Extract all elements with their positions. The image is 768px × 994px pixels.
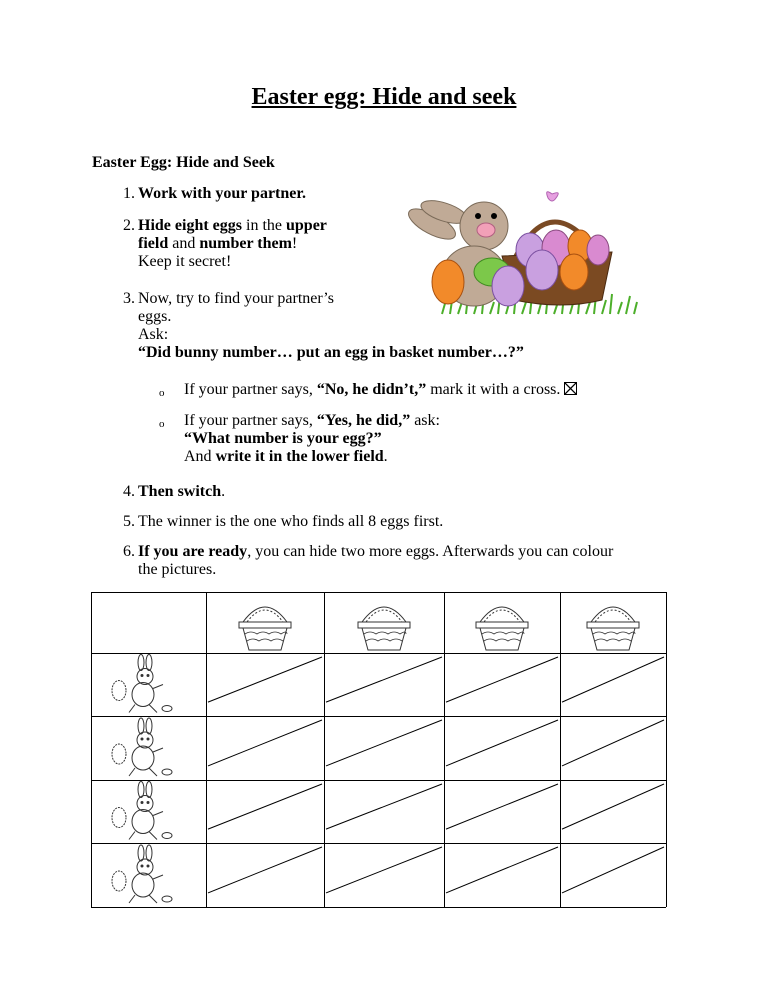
sub-item-text: [184, 381, 577, 399]
item-number: 3.: [123, 290, 135, 307]
cell-diagonal: [208, 784, 322, 829]
cell-diagonal: [446, 657, 558, 702]
text-line: [138, 513, 443, 531]
item-text: [138, 185, 306, 203]
text-run: “No, he didn’t,”: [316, 381, 427, 398]
text-line: [138, 483, 225, 501]
text-run: “Did bunny number… put an egg in basket number…?”: [138, 344, 524, 361]
bunny-icon: [112, 845, 172, 903]
bullet-icon: o: [159, 418, 165, 430]
text-run: the pictures.: [138, 561, 217, 578]
text-run: mark it with a cross.: [426, 381, 561, 398]
cell-diagonal: [208, 657, 322, 702]
text-run: Then switch: [138, 483, 222, 500]
item-text: [138, 543, 613, 579]
text-run: If your partner says,: [184, 412, 317, 429]
bunny-icon: [112, 655, 172, 713]
text-run: !: [291, 235, 298, 252]
cell-diagonal: [562, 847, 664, 893]
text-run: “Yes, he did,”: [316, 412, 411, 429]
bunny-icon: [112, 782, 172, 840]
text-line: [184, 430, 440, 448]
text-line: [138, 235, 327, 253]
text-run: Now, try to find your partner’s: [138, 290, 334, 307]
item-text: [138, 483, 225, 501]
text-line: [138, 344, 524, 362]
cell-diagonal: [562, 784, 664, 829]
basket-icon: [358, 607, 410, 650]
cell-diagonal: [326, 847, 442, 893]
item-text: [138, 217, 327, 271]
crossed-box-icon: [564, 382, 577, 395]
basket-icon: [239, 607, 291, 650]
cell-diagonal: [208, 720, 322, 766]
text-run: and: [168, 235, 200, 252]
cell-diagonal: [326, 720, 442, 766]
cell-diagonal: [326, 784, 442, 829]
item-number: 5.: [123, 513, 135, 530]
text-line: [138, 326, 524, 344]
cell-diagonal: [562, 657, 664, 702]
cell-diagonal: [446, 847, 558, 893]
easter-bunny-basket-image: [402, 190, 642, 318]
text-run: Ask:: [138, 326, 169, 343]
text-line: [138, 543, 613, 561]
text-run: .: [221, 483, 226, 500]
cell-diagonal: [326, 657, 442, 702]
item-number: 2.: [123, 217, 135, 234]
cell-diagonal: [208, 847, 322, 893]
cell-diagonal: [562, 720, 664, 766]
basket-icon: [587, 607, 639, 650]
text-run: The winner is the one who finds all 8 eggs first.: [138, 513, 444, 530]
text-run: number them: [199, 235, 292, 252]
text-run: , you can hide two more eggs. Afterwards you can colour: [247, 543, 614, 560]
text-run: Keep it secret!: [138, 253, 232, 270]
cell-diagonal: [446, 720, 558, 766]
basket-icon: [476, 607, 528, 650]
text-run: upper: [286, 217, 327, 234]
text-line: [184, 381, 577, 399]
text-line: [138, 253, 327, 271]
bullet-icon: o: [159, 387, 165, 399]
text-line: [138, 185, 306, 203]
text-line: [138, 561, 613, 579]
hide-and-seek-grid: [91, 592, 667, 908]
text-run: field: [138, 235, 169, 252]
text-line: [184, 412, 440, 430]
section-heading: Easter Egg: Hide and Seek: [92, 154, 275, 171]
text-run: .: [383, 448, 388, 465]
text-run: ask:: [410, 412, 440, 429]
page-title: Easter egg: Hide and seek: [251, 84, 517, 110]
text-run: Work with your partner.: [138, 185, 307, 202]
text-run: eggs.: [138, 308, 172, 325]
text-run: If you are ready: [138, 543, 248, 560]
text-line: [138, 217, 327, 235]
item-text: [138, 513, 443, 531]
item-number: 6.: [123, 543, 135, 560]
text-run: write it in the lower field: [215, 448, 384, 465]
text-run: And: [184, 448, 216, 465]
item-number: 4.: [123, 483, 135, 500]
bunny-icon: [112, 718, 172, 776]
text-run: Hide eight eggs: [138, 217, 242, 234]
item-number: 1.: [123, 185, 135, 202]
text-run: “What number is your egg?”: [184, 430, 382, 447]
sub-item-text: [184, 412, 440, 466]
cell-diagonal: [446, 784, 558, 829]
text-line: [184, 448, 440, 466]
text-run: in the: [242, 217, 286, 234]
text-run: If your partner says,: [184, 381, 317, 398]
